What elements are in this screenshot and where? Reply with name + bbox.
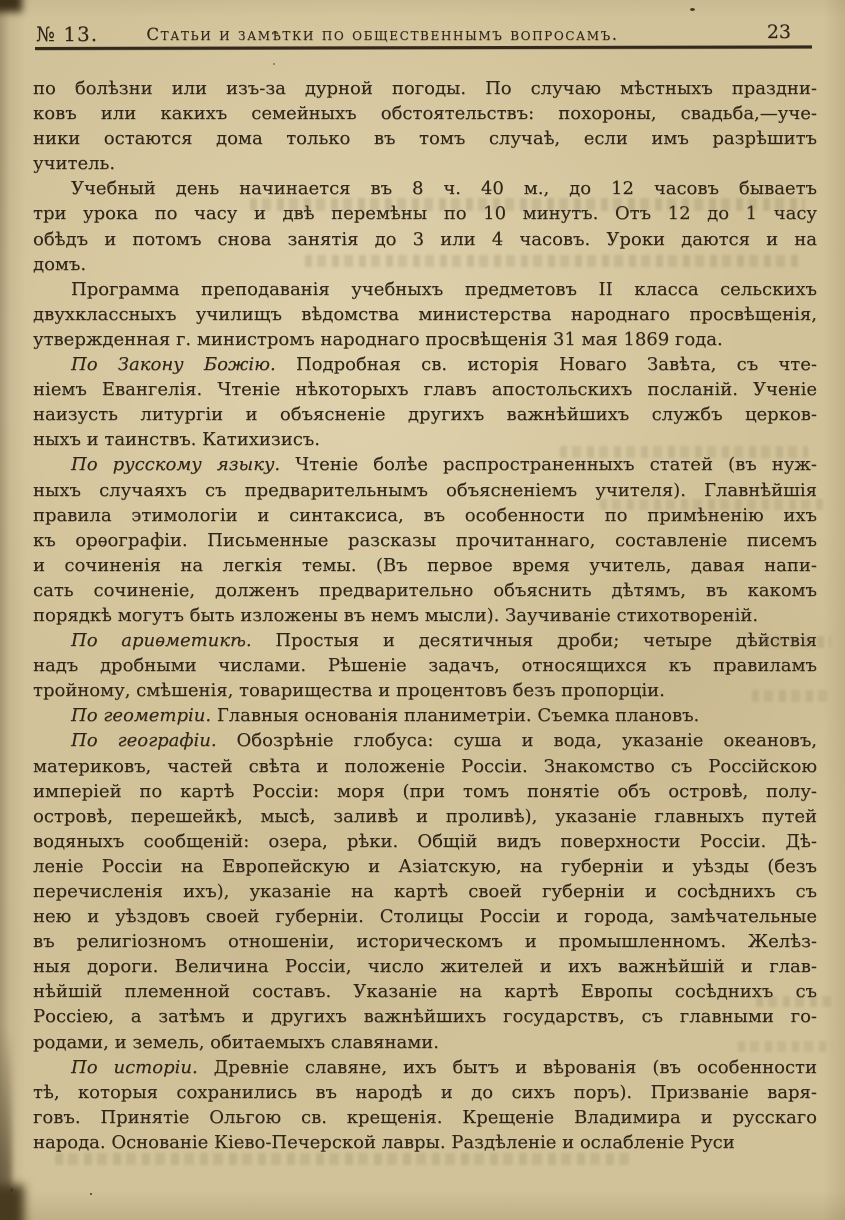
bleedthrough-artifact	[738, 1041, 832, 1052]
paragraph	[33, 1055, 817, 1155]
text-line: говъ. Принятіе Ольгою св. крещенія. Крещеніе Владимира и русскаго	[33, 1106, 817, 1128]
paragraph	[33, 703, 817, 728]
text-line: водяныхъ сообщеній: озера, рѣки. Общій видъ поверхности Россіи. Дѣ-	[33, 830, 817, 852]
scan-edge-shadow	[0, 0, 22, 12]
paragraph	[33, 728, 817, 1054]
header-rule	[35, 45, 812, 50]
text-line: По исторіи. Древніе славяне, ихъ бытъ и вѣрованія (въ особенности	[71, 1056, 817, 1078]
subject-heading: По географіи.	[71, 730, 217, 752]
bleedthrough-artifact	[305, 255, 800, 267]
subject-heading: По геометріи.	[71, 705, 212, 727]
text-line: По географіи. Обозрѣніе глобуса: суша и вода, указаніе океановъ,	[71, 730, 817, 752]
subject-heading: По русскому языку.	[71, 454, 281, 476]
text-line: къ орѳографіи. Письменные разсказы прочитаннаго, составленіе писемъ	[33, 529, 817, 551]
text-line: утвержденная г. министромъ народнаго просвѣщенія 31 мая 1869 года.	[33, 328, 723, 350]
text-line: островѣ, перешейкѣ, мысѣ, заливѣ и проливѣ), указаніе главныхъ путей	[33, 805, 817, 827]
text-line: ковъ или какихъ семейныхъ обстоятельствъ: похороны, свадьба,—уче-	[33, 103, 817, 125]
text-line: надъ дробными числами. Рѣшеніе задачъ, относящихся къ правиламъ	[33, 655, 817, 677]
text-line: родами, и земель, обитаемыхъ славянами.	[33, 1031, 439, 1053]
text-line: По геометріи. Главныя основанія планиметріи. Съемка плановъ.	[71, 705, 700, 727]
text-line: По русскому языку. Чтеніе болѣе распространенныхъ статей (въ нуж-	[71, 454, 817, 476]
paragraph	[33, 628, 817, 703]
text-line: По Закону Божію. Подробная св. исторія Новаго Завѣта, съ чте-	[71, 354, 817, 376]
paragraph	[33, 452, 817, 628]
text-line: обѣдъ и потомъ снова занятія до 3 или 4 часовъ. Уроки даются и на	[33, 228, 817, 250]
text-line: ныхъ случаяхъ съ предварительнымъ объясненіемъ учителя). Главнѣйшія	[33, 479, 817, 501]
subject-heading: По ариѳметикѣ.	[71, 630, 252, 652]
text-line: правила этимологіи и синтаксиса, въ особенности по примѣненію ихъ	[33, 504, 817, 526]
text-line: и сочиненія на легкія темы. (Въ первое время учитель, давая напи-	[33, 554, 817, 576]
text-line: тѣ, которыя сохранились въ народѣ и до сихъ поръ). Призваніе варя-	[33, 1081, 817, 1103]
text-line: нею и уѣздовъ своей губерніи. Столицы Россіи и города, замѣчательные	[33, 906, 817, 928]
text-line: сать сочиненіе, долженъ предварительно объяснить дѣтямъ, въ какомъ	[33, 579, 817, 601]
bleedthrough-artifact	[250, 198, 805, 211]
paper-speck	[90, 1193, 92, 1195]
text-line: три урока по часу и двѣ перемѣны по 10 минутъ. Отъ 12 до 1 часу	[33, 203, 817, 225]
text-line: тройному, смѣшенія, товарищества и процентовъ безъ пропорціи.	[33, 680, 665, 702]
page-number-label: 23	[766, 21, 791, 43]
text-line: порядкѣ могутъ быть изложены въ немъ мысли). Заучиваніе стихотвореній.	[33, 604, 759, 626]
text-line: ники остаются дома только въ томъ случаѣ, если имъ разрѣшитъ	[33, 128, 817, 150]
text-line: наизусть литургіи и объясненіе другихъ важнѣйшихъ службъ церков-	[33, 404, 817, 426]
text-line: ныхъ и таинствъ. Катихизисъ.	[33, 429, 320, 451]
text-line: имперіей по картѣ Россіи: моря (при томъ понятіе объ островѣ, полу-	[33, 780, 817, 802]
text-line: домъ.	[33, 253, 87, 275]
text-line: учитель.	[33, 153, 116, 175]
subject-heading: По исторіи.	[71, 1056, 198, 1078]
text-line: леніе Россіи на Европейскую и Азіатскую, на губерніи и уѣзды (безъ	[33, 855, 817, 877]
paper-speck	[273, 63, 275, 65]
bleedthrough-artifact	[55, 1153, 630, 1165]
text-line: двухклассныхъ училищъ вѣдомства министерства народнаго просвѣщенія,	[33, 303, 817, 325]
text-line: нѣйшій племенной составъ. Указаніе на картѣ Европы сосѣднихъ съ	[33, 981, 817, 1003]
text-line: Программа преподаванія учебныхъ предметовъ II класса сельскихъ	[71, 278, 817, 300]
text-line: въ религіозномъ отношеніи, историческомъ и промышленномъ. Желѣз-	[33, 931, 817, 953]
bleedthrough-artifact	[763, 636, 831, 648]
subject-heading: По Закону Божію.	[71, 354, 276, 376]
bleedthrough-artifact	[600, 499, 825, 510]
bleedthrough-artifact	[752, 690, 832, 702]
paragraph	[33, 76, 817, 176]
bleedthrough-artifact	[756, 996, 832, 1007]
paragraph	[33, 352, 817, 452]
bleedthrough-artifact	[560, 446, 808, 458]
text-line: ніемъ Евангелія. Чтеніе нѣкоторыхъ главъ апостольскихъ посланій. Ученіе	[33, 379, 817, 401]
text-line: Учебный день начинается въ 8 ч. 40 м., до 12 часовъ бываетъ	[71, 178, 817, 200]
text-line: ныя дороги. Величина Россіи, число жителей и ихъ важнѣйшій и глав-	[33, 956, 817, 978]
text-line: перечисленія ихъ), указаніе на картѣ своей губерніи и сосѣднихъ съ	[33, 881, 817, 902]
text-line: материковъ, частей свѣта и положеніе Россіи. Знакомство съ Россійскою	[33, 755, 817, 777]
paper-speck	[10, 1188, 13, 1193]
text-line: По ариѳметикѣ. Простыя и десятичныя дроби; четыре дѣйствія	[71, 630, 817, 652]
issue-number-label: № 13.	[36, 22, 99, 46]
page-body	[33, 76, 817, 1155]
paper-speck	[690, 8, 695, 11]
paragraph	[33, 277, 817, 352]
text-line: по болѣзни или изъ-за дурной погоды. По случаю мѣстныхъ праздни-	[33, 78, 817, 99]
text-line: Россіею, а затѣмъ и другихъ важнѣйшихъ государствъ, съ главными го-	[33, 1006, 817, 1028]
text-line: народа. Основаніе Кіево-Печерской лавры. Раздѣленіе и ослабленіе Руси	[33, 1131, 735, 1153]
running-title: Статьи и замѣтки по общественнымъ вопросамъ.	[146, 25, 619, 44]
